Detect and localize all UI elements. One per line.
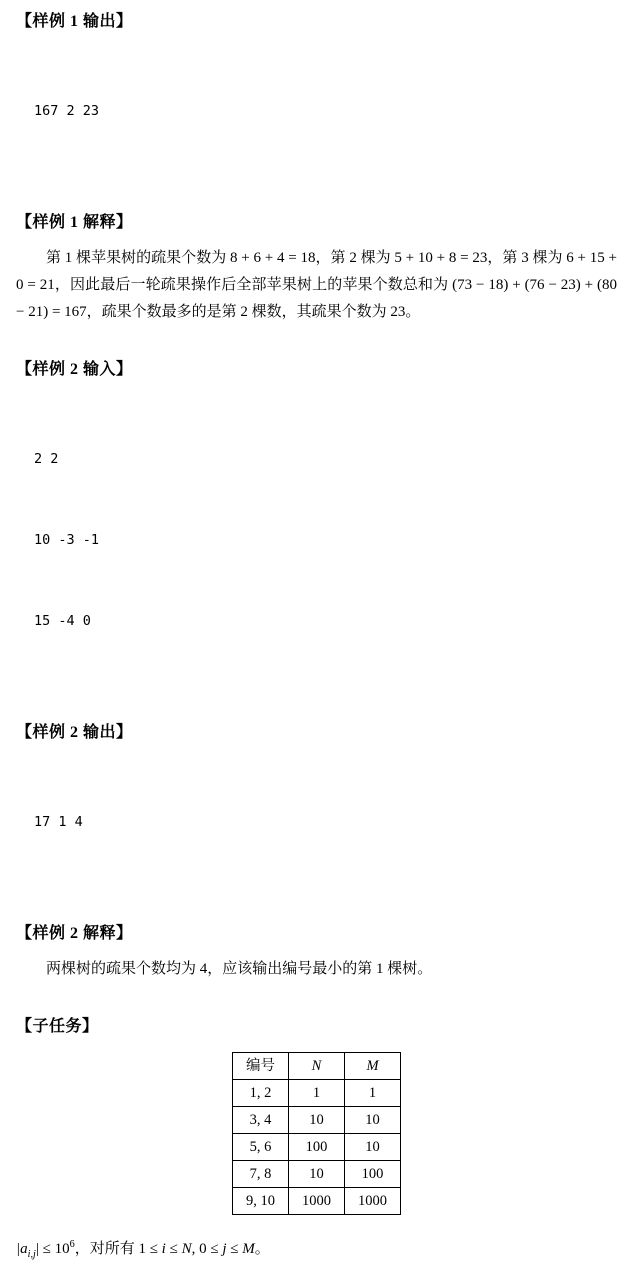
code-line: 15 -4 0: [34, 613, 91, 629]
code-line: 17 1 4: [34, 814, 83, 830]
note-period: 。: [254, 1241, 270, 1257]
table-cell: 1000: [345, 1188, 401, 1215]
heading-subtasks: 【子任务】: [16, 1018, 99, 1035]
table-header-n: N: [289, 1053, 345, 1080]
constraint-note: [16, 1231, 617, 1268]
table-cell: 10: [289, 1107, 345, 1134]
table-cell: 1000: [289, 1188, 345, 1215]
note-comma-zero: , 0 ≤: [191, 1241, 223, 1257]
table-cell: 1: [345, 1080, 401, 1107]
table-header-id: 编号: [233, 1053, 289, 1080]
code-sample2-output: [34, 755, 617, 890]
table-row: [233, 1134, 401, 1161]
heading-sample2-explain: 【样例 2 解释】: [16, 925, 133, 942]
table-cell: 7, 8: [233, 1161, 289, 1188]
table-row: [233, 1188, 401, 1215]
table-cell: 10: [345, 1107, 401, 1134]
note-for-all: ，对所有 1 ≤: [74, 1241, 162, 1257]
subtask-table: [232, 1052, 401, 1215]
table-header-m: M: [345, 1053, 401, 1080]
heading-sample1-output: 【样例 1 输出】: [16, 13, 133, 30]
heading-sample1-explain: 【样例 1 解释】: [16, 214, 133, 231]
table-cell: 10: [289, 1161, 345, 1188]
table-cell: 10: [345, 1134, 401, 1161]
table-row: [233, 1161, 401, 1188]
table-cell: 1, 2: [233, 1080, 289, 1107]
table-cell: 1: [289, 1080, 345, 1107]
table-cell: 5, 6: [233, 1134, 289, 1161]
note-exponent: 6: [69, 1239, 75, 1250]
code-line: 2 2: [34, 451, 59, 467]
note-var-j: j: [222, 1241, 227, 1257]
paragraph-sample1-explain: 第 1 棵苹果树的疏果个数为 8 + 6 + 4 = 18，第 2 棵为 5 + 10 + 8 = 23，第 3 棵为 6 + 15 + 0 = 21，因此最后一轮疏果操作后全部苹果树上的苹果个数总和为 (73 − 18) + (76 − 23) + (80 − 21) = 167，疏果个数最多的是第 2 棵数，其疏果个数为 23。: [16, 250, 617, 320]
code-sample2-input: [34, 392, 617, 689]
code-line: 167 2 23: [34, 103, 100, 119]
table-row: [233, 1080, 401, 1107]
table-header-row: [233, 1053, 401, 1080]
table-cell: 100: [289, 1134, 345, 1161]
table-cell: 9, 10: [233, 1188, 289, 1215]
table-cell: 3, 4: [233, 1107, 289, 1134]
note-var-n: N: [181, 1241, 192, 1257]
table-row: [233, 1107, 401, 1134]
heading-sample2-input: 【样例 2 输入】: [16, 361, 133, 378]
table-cell: 100: [345, 1161, 401, 1188]
note-a-subscript: i,j: [27, 1249, 36, 1260]
heading-sample2-output: 【样例 2 输出】: [16, 724, 133, 741]
note-leq-1: ≤: [165, 1241, 182, 1257]
code-sample1-output: [34, 44, 617, 179]
paragraph-sample2-explain: 两棵树的疏果个数均为 4，应该输出编号最小的第 1 棵树。: [46, 961, 433, 977]
note-leq-ten: | ≤ 10: [35, 1241, 70, 1257]
note-var-i: i: [161, 1241, 166, 1257]
code-line: 10 -3 -1: [34, 532, 100, 548]
note-leq-2: ≤: [226, 1241, 243, 1257]
note-a-open: |a: [16, 1241, 28, 1257]
note-var-m: M: [242, 1241, 255, 1257]
